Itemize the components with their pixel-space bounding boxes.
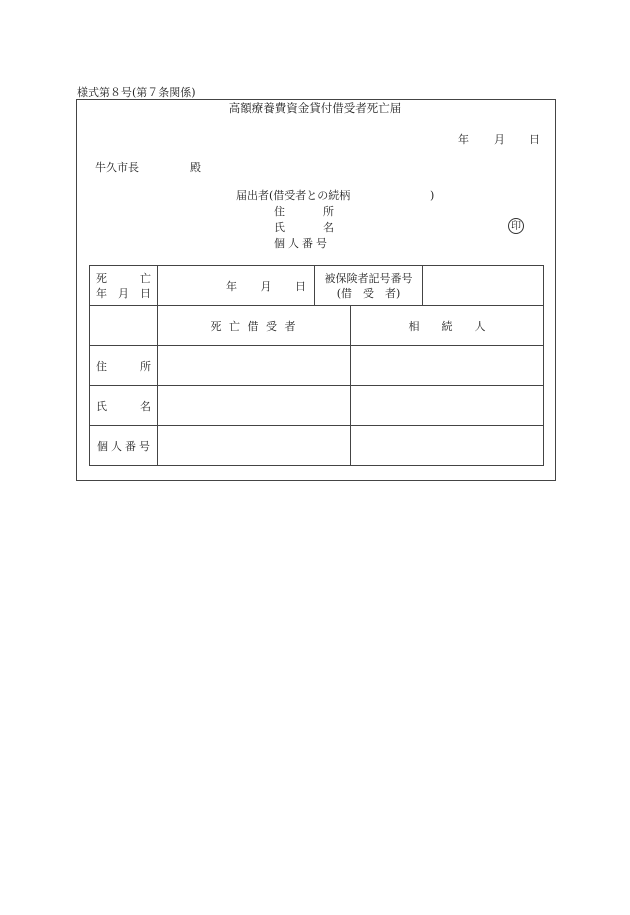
row-label-address-1: 住 bbox=[96, 359, 107, 373]
form-title: 高額療養費資金貸付借受者死亡届 bbox=[228, 101, 402, 115]
row-label-name-2: 名 bbox=[140, 399, 151, 413]
honorific: 殿 bbox=[190, 161, 201, 174]
notifier-number-label: 個人番号 bbox=[274, 237, 330, 250]
date-label-month: 月 bbox=[118, 286, 129, 300]
row-label-address-2: 所 bbox=[140, 359, 151, 373]
col-header-heir: 相 続 人 bbox=[351, 306, 544, 346]
insured-number-label-cell bbox=[315, 266, 423, 306]
close-paren: ) bbox=[430, 189, 435, 202]
insured-number-label: 被保険者記号番号 bbox=[324, 271, 413, 285]
death-day-unit: 日 bbox=[295, 279, 306, 293]
date-year-label: 年 bbox=[458, 133, 469, 146]
notifier-name-label-1: 氏 bbox=[274, 221, 285, 234]
header-blank-cell bbox=[90, 306, 158, 346]
form-number-label: 様式第８号(第７条関係) bbox=[77, 86, 196, 99]
death-month-unit: 月 bbox=[260, 279, 272, 293]
death-date-label-cell bbox=[90, 266, 158, 306]
notifier-label: 届出者(借受者との続柄 bbox=[236, 189, 351, 202]
notifier-name-label-2: 名 bbox=[323, 221, 334, 234]
death-label-2: 亡 bbox=[140, 271, 151, 285]
notifier-address-label-1: 住 bbox=[274, 205, 285, 218]
row-label-number: 個人番号 bbox=[90, 426, 158, 466]
borrower-number-field[interactable] bbox=[158, 426, 351, 466]
borrower-heir-table bbox=[89, 305, 544, 466]
heir-number-field[interactable] bbox=[351, 426, 544, 466]
date-label-year: 年 bbox=[96, 286, 107, 300]
date-day-label: 日 bbox=[529, 133, 540, 146]
heir-address-field[interactable] bbox=[351, 346, 544, 386]
row-label-address bbox=[90, 346, 158, 386]
death-info-table bbox=[89, 265, 544, 306]
row-label-name bbox=[90, 386, 158, 426]
notifier-address-label-2: 所 bbox=[323, 205, 334, 218]
addressee: 牛久市長 bbox=[95, 161, 139, 174]
seal-mark: 印 bbox=[508, 218, 524, 234]
death-label-1: 死 bbox=[96, 271, 107, 285]
death-date-field[interactable] bbox=[158, 266, 315, 306]
date-month-label: 月 bbox=[494, 133, 505, 146]
heir-name-field[interactable] bbox=[351, 386, 544, 426]
insured-number-field[interactable] bbox=[423, 266, 544, 306]
row-label-name-1: 氏 bbox=[96, 399, 107, 413]
death-year-unit: 年 bbox=[226, 279, 237, 293]
borrower-label: (借 受 者) bbox=[336, 286, 401, 300]
col-header-deceased-borrower: 死 亡 借 受 者 bbox=[158, 306, 351, 346]
borrower-address-field[interactable] bbox=[158, 346, 351, 386]
date-label-day: 日 bbox=[140, 286, 151, 300]
borrower-name-field[interactable] bbox=[158, 386, 351, 426]
